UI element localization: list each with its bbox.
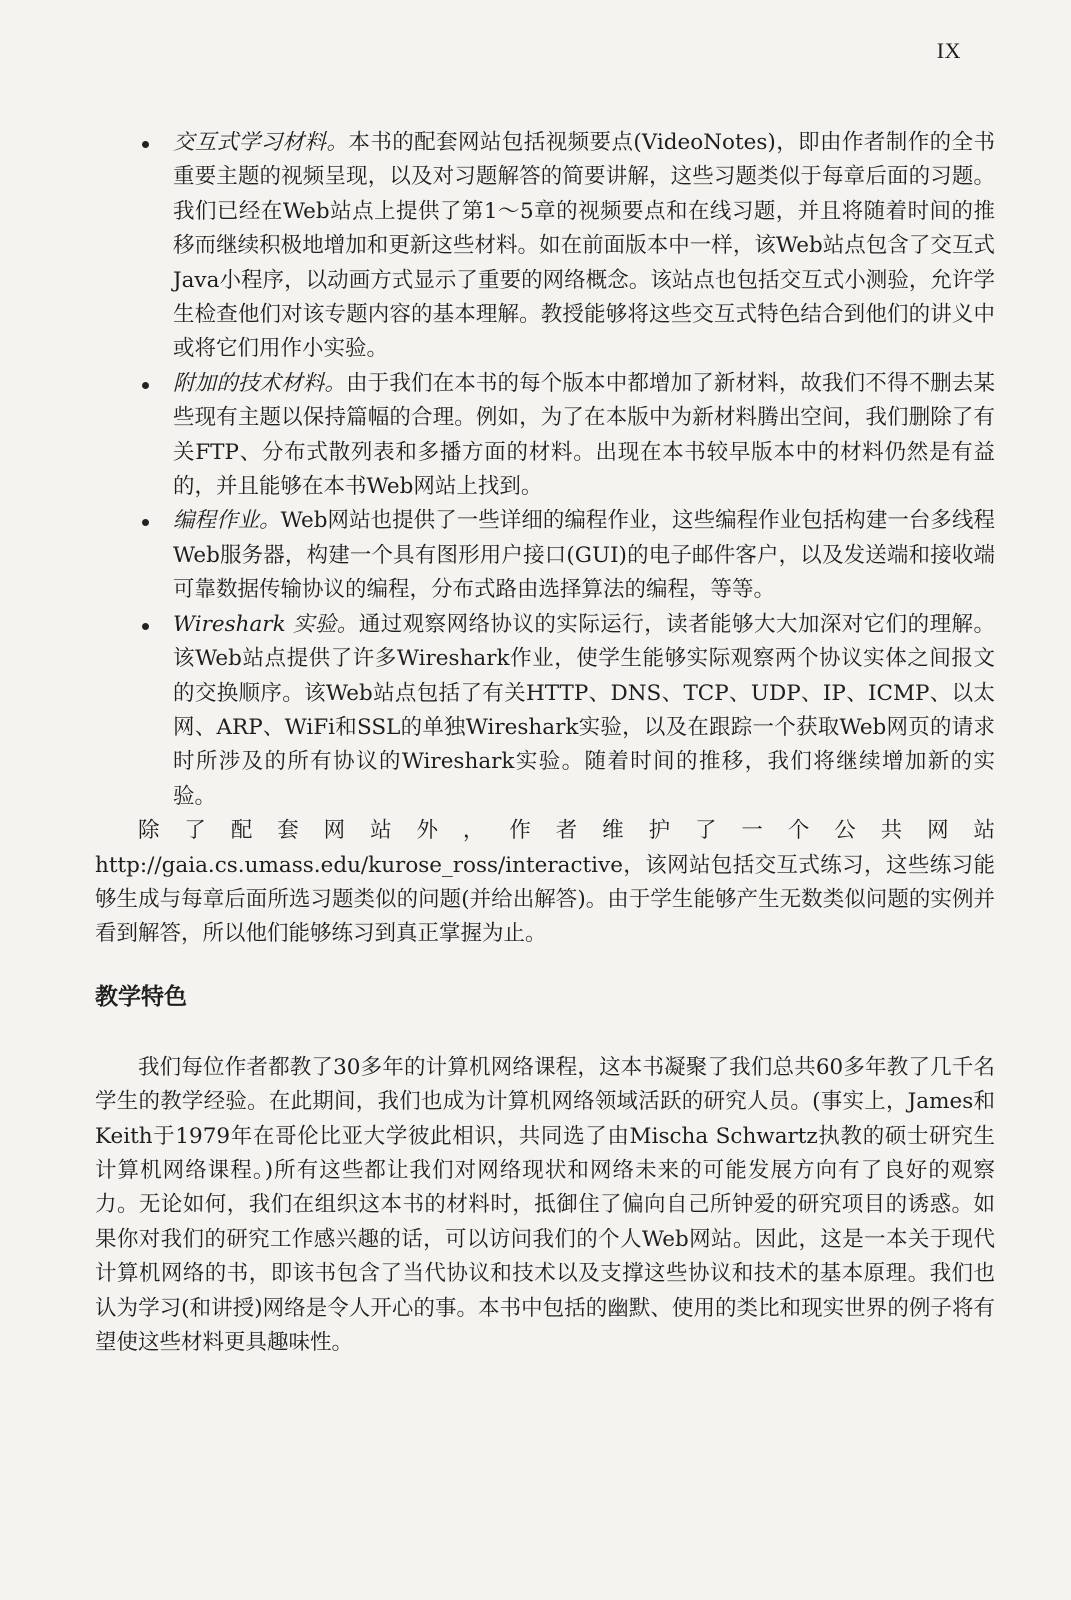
bullet-text: Web网站也提供了一些详细的编程作业，这些编程作业包括构建一台多线程Web服务器，构建一个具有图形用户接口(GUI)的电子邮件客户，以及发送端和接收端可靠数据传输协议的编程，分布式路由选择算法的编程，等等。 bbox=[173, 508, 995, 603]
bullet-dot-icon bbox=[142, 382, 149, 389]
bullet-lead: 编程作业。 bbox=[173, 508, 281, 534]
bullet-dot-icon bbox=[142, 623, 149, 630]
section-heading: 教学特色 bbox=[95, 983, 187, 1010]
bullet-lead: 附加的技术材料。 bbox=[173, 370, 347, 396]
feature-bullet-list bbox=[95, 126, 995, 814]
bullet-dot-icon bbox=[142, 519, 149, 526]
bullet-text: 通过观察网络协议的实际运行，读者能够大大加深对它们的理解。该Web站点提供了许多Wireshark作业，使学生能够实际观察两个协议实体之间报文的交换顺序。该Web站点包括了有关HTTP、DNS、TCP、UDP、IP、ICMP、以太网、ARP、WiFi和SSL的单独Wireshark实验，以及在跟踪一个获取Web网页的请求时所涉及的所有协议的Wireshark实验。随着时间的推移，我们将继续增加新的实验。 bbox=[173, 611, 995, 809]
bullet-wireshark-labs bbox=[95, 608, 995, 814]
teaching-features-paragraph: 我们每位作者都教了30多年的计算机网络课程，这本书凝聚了我们总共60多年教了几千名学生的教学经验。在此期间，我们也成为计算机网络领域活跃的研究人员。(事实上，James和Keith于1979年在哥伦比亚大学彼此相识，共同选了由Mischa Schwartz执教的硕士研究生计算机网络课程。)所有这些都让我们对网络现状和网络未来的可能发展方向有了良好的观察力。无论如何，我们在组织这本书的材料时，抵御住了偏向自己所钟爱的研究项目的诱惑。如果你对我们的研究工作感兴趣的话，可以访问我们的个人Web网站。因此，这是一本关于现代计算机网络的书，即该书包含了当代协议和技术以及支撑这些协议和技术的基本原理。我们也认为学习(和讲授)网络是令人开心的事。本书中包括的幽默、使用的类比和现实世界的例子将有望使这些材料更具趣味性。 bbox=[95, 1054, 995, 1355]
bullet-text: 由于我们在本书的每个版本中都增加了新材料，故我们不得不删去某些现有主题以保持篇幅的合理。例如，为了在本版中为新材料腾出空间，我们删除了有关FTP、分布式散列表和多播方面的材料。出现在本书较早版本中的材料仍然是有益的，并且能够在本书Web网站上找到。 bbox=[173, 370, 995, 500]
bullet-lead: Wireshark 实验。 bbox=[173, 611, 359, 637]
bullet-programming-assignments bbox=[95, 504, 995, 607]
page-number: IX bbox=[936, 38, 961, 63]
bullet-interactive-materials bbox=[95, 126, 995, 367]
bullet-lead: 交互式学习材料。 bbox=[173, 130, 349, 155]
bullet-dot-icon bbox=[142, 141, 149, 148]
bullet-text: 本书的配套网站包括视频要点(VideoNotes)，即由作者制作的全书重要主题的视频呈现，以及对习题解答的简要讲解，这些习题类似于每章后面的习题。我们已经在Web站点上提供了第1～5章的视频要点和在线习题，并且将随着时间的推移而继续积极地增加和更新这些材料。如在前面版本中一样，该Web站点包含了交互式Java小程序，以动画方式显示了重要的网络概念。该站点也包括交互式小测验，允许学生检查他们对该专题内容的基本理解。教授能够将这些交互式特色结合到他们的讲义中或将它们用作小实验。 bbox=[173, 130, 995, 362]
companion-website-paragraph: 除了配套网站外，作者维护了一个公共网站 http://gaia.cs.umass.edu/kurose_ross/interactive，该网站包括交互式练习，这些练习能够生成与每章后面所选习题类似的问题(并给出解答)。由于学生能够产生无数类似问题的实例并看到解答，所以他们能够练习到真正掌握为止。 bbox=[95, 818, 995, 947]
bullet-additional-technical-materials bbox=[95, 367, 995, 505]
page-content bbox=[95, 126, 995, 1360]
